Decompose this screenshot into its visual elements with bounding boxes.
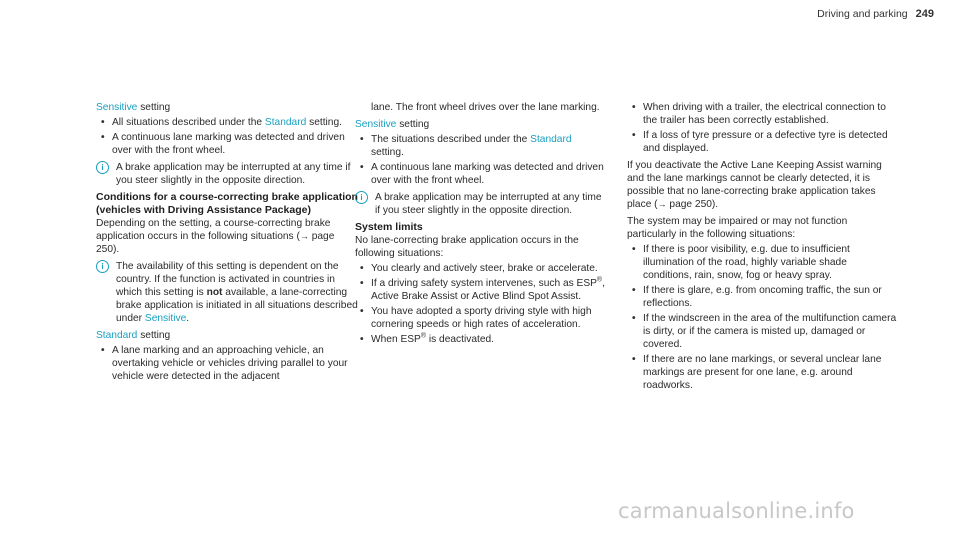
list-item: • If a loss of tyre pressure or a defective tyre is detected and displayed. (627, 129, 897, 155)
note: i The availability of this setting is dependent on the country. If the function is activated in countries in which this setting is not available, a lane-correcting brake application is initiated in all situations described under Sensitive. (96, 260, 358, 325)
list-item: • You clearly and actively steer, brake or accelerate. (355, 262, 605, 275)
list-item: • If there is poor visibility, e.g. due to insufficient illumination of the road, highly variable shade conditions, rain, snow, fog or heavy spray. (627, 243, 897, 282)
list-item: • If the windscreen in the area of the multifunction camera is dirty, or if the camera is misted up, damaged or covered. (627, 312, 897, 351)
section-title: Driving and parking (817, 8, 908, 20)
paragraph: Depending on the setting, a course-correcting brake application occurs in the following situations (→ page 250). (96, 218, 335, 255)
list-item: • If there are no lane markings, or several unclear lane markings are present for one lane, e.g. around roadworks. (627, 353, 897, 392)
column-middle (355, 101, 605, 346)
registered-mark: ® (596, 276, 603, 284)
paragraph: If you deactivate the Active Lane Keeping Assist warning and the lane markings cannot be clearly detected, it is possible that no lane-correcting brake application takes place (→ page 250). (627, 160, 882, 210)
column-left (96, 101, 358, 383)
sensitive-setting-title: Sensitive setting (96, 102, 171, 113)
page-reference-link[interactable]: page 250). (96, 231, 335, 255)
arrow-icon: → (299, 231, 309, 241)
list-item: • You have adopted a sporty driving style with high cornering speeds or high rates of acceleration. (355, 305, 605, 331)
page-header (817, 8, 934, 21)
column-right (627, 101, 897, 392)
list-item: • If a driving safety system intervenes, such as ESP®, Active Brake Assist or Active Blind Spot Assist. (355, 277, 605, 303)
page-number: 249 (915, 8, 934, 20)
note: i A brake application may be interrupted at any time if you steer slightly in the opposite direction. (355, 191, 605, 217)
page-reference-link[interactable]: page 250). (669, 199, 719, 210)
info-icon: i (96, 260, 109, 273)
info-icon: i (355, 191, 368, 204)
watermark: carmanualsonline.info (618, 499, 855, 523)
note: i A brake application may be interrupted at any time if you steer slightly in the opposite direction. (96, 161, 358, 187)
section-heading: Conditions for a course-correcting brake application (vehicles with Driving Assistance Package) (96, 191, 358, 216)
list-item: • A continuous lane marking was detected and driven over with the front wheel. (96, 131, 358, 157)
list-item: • When driving with a trailer, the electrical connection to the trailer has been correctly established. (627, 101, 897, 127)
continued-text: lane. The front wheel drives over the lane marking. (371, 102, 600, 113)
list-item: • The situations described under the Standard setting. (355, 133, 605, 159)
paragraph: The system may be impaired or may not function particularly in the following situations: (627, 216, 848, 240)
standard-setting-title: Standard setting (96, 330, 171, 341)
arrow-icon: → (657, 199, 667, 209)
list-item: • When ESP® is deactivated. (355, 333, 605, 346)
paragraph: No lane-correcting brake application occurs in the following situations: (355, 235, 579, 259)
list-item: • If there is glare, e.g. from oncoming traffic, the sun or reflections. (627, 284, 897, 310)
info-icon: i (96, 161, 109, 174)
sensitive-setting-title: Sensitive setting (355, 119, 430, 130)
registered-mark: ® (420, 332, 427, 340)
list-item: • A lane marking and an approaching vehicle, an overtaking vehicle or vehicles driving parallel to your vehicle were detected in the adjacent (96, 344, 358, 383)
list-item: • A continuous lane marking was detected and driven over with the front wheel. (355, 161, 605, 187)
list-item: • All situations described under the Standard setting. (96, 116, 358, 129)
section-heading: System limits (355, 221, 423, 233)
